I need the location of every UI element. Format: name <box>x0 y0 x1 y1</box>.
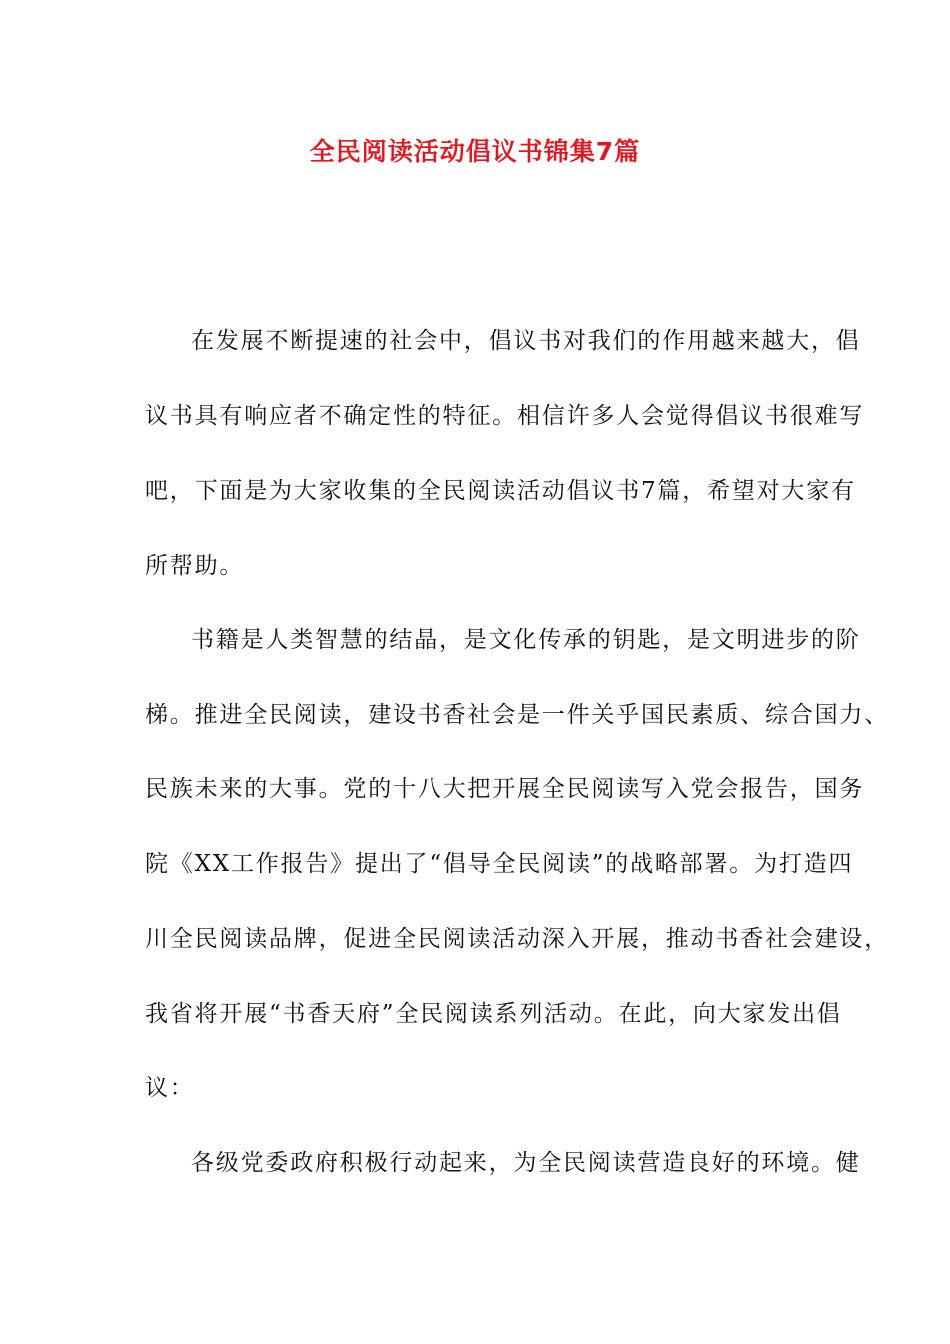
paragraph-2-line-4: 院《XX工作报告》提出了“倡导全民阅读”的战略部署。为打造四 <box>145 851 854 877</box>
paragraph-1-line-3: 吧，下面是为大家收集的全民阅读活动倡议书7篇，希望对大家有 <box>145 478 856 504</box>
document-title: 全民阅读活动倡议书锦集7篇 <box>309 137 641 166</box>
paragraph-2-line-1: 书籍是人类智慧的结晶，是文化传承的钥匙，是文明进步的阶 <box>191 627 861 653</box>
paragraph-1-line-2: 议书具有响应者不确定性的特征。相信许多人会觉得倡议书很难写 <box>145 403 865 429</box>
paragraph-2-line-6: 我省将开展“书香天府”全民阅读系列活动。在此，向大家发出倡 <box>145 1001 842 1027</box>
paragraph-3-line-1: 各级党委政府积极行动起来，为全民阅读营造良好的环境。健 <box>191 1150 861 1176</box>
paragraph-2-line-5: 川全民阅读品牌，促进全民阅读活动深入开展，推动书香社会建设， <box>145 926 889 952</box>
paragraph-2-line-2: 梯。推进全民阅读，建设书香社会是一件关乎国民素质、综合国力、 <box>145 702 889 728</box>
paragraph-2-line-7: 议： <box>145 1075 195 1101</box>
paragraph-1-line-1: 在发展不断提速的社会中，倡议书对我们的作用越来越大，倡 <box>191 328 861 354</box>
paragraph-2-line-3: 民族未来的大事。党的十八大把开展全民阅读写入党会报告，国务 <box>145 776 865 802</box>
paragraph-1-line-4: 所帮助。 <box>145 553 245 579</box>
